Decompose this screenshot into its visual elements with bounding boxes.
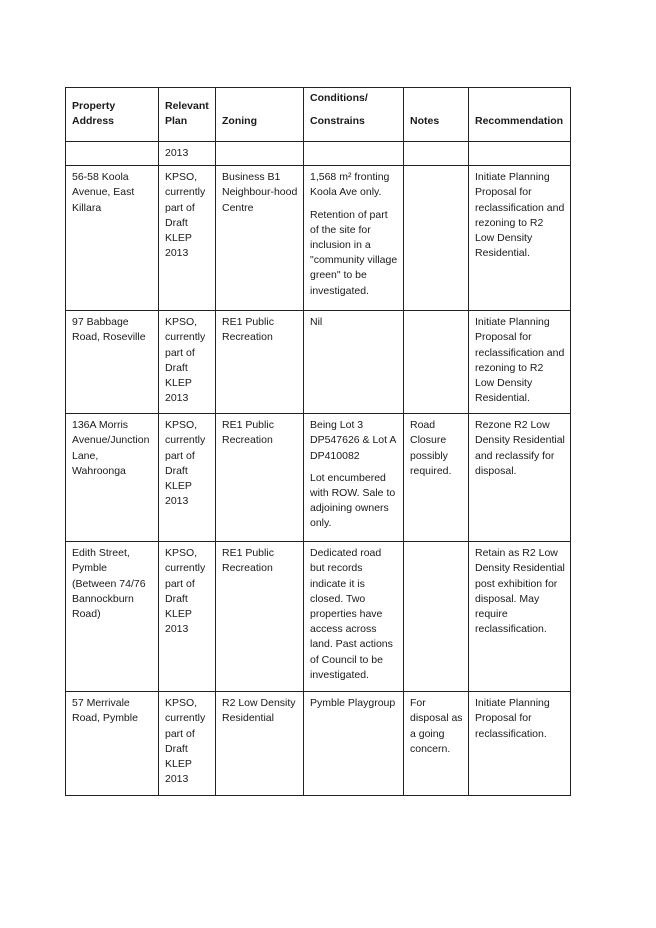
cell-plan: KPSO, currently part of Draft KLEP 2013 xyxy=(159,542,216,692)
cell-plan: KPSO, currently part of Draft KLEP 2013 xyxy=(159,311,216,414)
cell-notes: Road Closure possibly required. xyxy=(404,414,469,542)
cell-zoning: RE1 Public Recreation xyxy=(216,542,304,692)
cell-zoning xyxy=(216,142,304,166)
header-conditions-line2: Constrains xyxy=(310,114,365,127)
cell-plan: KPSO, currently part of Draft KLEP 2013 xyxy=(159,692,216,796)
table-row xyxy=(66,692,571,796)
header-recommendation: Recommendation xyxy=(469,88,571,142)
cell-address: 97 Babbage Road, Roseville xyxy=(66,311,159,414)
cell-zoning: R2 Low Density Residential xyxy=(216,692,304,796)
cell-address: Edith Street, Pymble (Between 74/76 Bannockburn Road) xyxy=(66,542,159,692)
cell-plan: 2013 xyxy=(159,142,216,166)
table-row xyxy=(66,414,571,542)
cell-notes: For disposal as a going concern. xyxy=(404,692,469,796)
condition-text: Retention of part of the site for inclusion in a "community village green" to be investigated. xyxy=(310,208,398,297)
header-conditions-line1: Conditions/ xyxy=(310,91,368,104)
cell-notes xyxy=(404,142,469,166)
condition-text: 1,568 m² fronting Koola Ave only. xyxy=(310,171,390,199)
cell-recommendation: Initiate Planning Proposal for reclassification. xyxy=(469,692,571,796)
cell-conditions xyxy=(304,166,404,311)
table-row xyxy=(66,311,571,414)
cell-zoning: RE1 Public Recreation xyxy=(216,311,304,414)
cell-zoning: RE1 Public Recreation xyxy=(216,414,304,542)
cell-notes xyxy=(404,166,469,311)
cell-address: 57 Merrivale Road, Pymble xyxy=(66,692,159,796)
condition-text: Lot encumbered with ROW. Sale to adjoining owners only. xyxy=(310,471,396,530)
cell-address: 136A Morris Avenue/Junction Lane, Wahroonga xyxy=(66,414,159,542)
cell-zoning: Business B1 Neighbour-hood Centre xyxy=(216,166,304,311)
cell-plan: KPSO, currently part of Draft KLEP 2013 xyxy=(159,166,216,311)
continuation-row xyxy=(66,142,571,166)
table-row xyxy=(66,166,571,311)
header-property-address: Property Address xyxy=(66,88,159,142)
condition-text: Dedicated road but records indicate it is closed. Two properties have access across land. Past actions of Council to be investigated. xyxy=(310,547,393,681)
cell-recommendation: Initiate Planning Proposal for reclassification and rezoning to R2 Low Density Residential. xyxy=(469,166,571,311)
cell-recommendation: Rezone R2 Low Density Residential and reclassify for disposal. xyxy=(469,414,571,542)
cell-recommendation xyxy=(469,142,571,166)
cell-conditions xyxy=(304,142,404,166)
condition-text: Being Lot 3 DP547626 & Lot A DP410082 xyxy=(310,419,396,462)
cell-plan: KPSO, currently part of Draft KLEP 2013 xyxy=(159,414,216,542)
header-notes: Notes xyxy=(404,88,469,142)
header-zoning: Zoning xyxy=(216,88,304,142)
header-row xyxy=(66,88,571,142)
cell-recommendation: Retain as R2 Low Density Residential post exhibition for disposal. May require reclassification. xyxy=(469,542,571,692)
cell-address xyxy=(66,142,159,166)
condition-text: Pymble Playgroup xyxy=(310,697,396,710)
cell-recommendation: Initiate Planning Proposal for reclassification and rezoning to R2 Low Density Residential. xyxy=(469,311,571,414)
cell-notes xyxy=(404,542,469,692)
cell-conditions xyxy=(304,692,404,796)
cell-conditions xyxy=(304,414,404,542)
condition-text: Nil xyxy=(310,316,323,329)
property-table xyxy=(65,87,571,796)
cell-address: 56-58 Koola Avenue, East Killara xyxy=(66,166,159,311)
cell-conditions xyxy=(304,542,404,692)
cell-notes xyxy=(404,311,469,414)
table-row xyxy=(66,542,571,692)
cell-conditions xyxy=(304,311,404,414)
header-conditions xyxy=(304,88,404,142)
header-relevant-plan: Relevant Plan xyxy=(159,88,216,142)
